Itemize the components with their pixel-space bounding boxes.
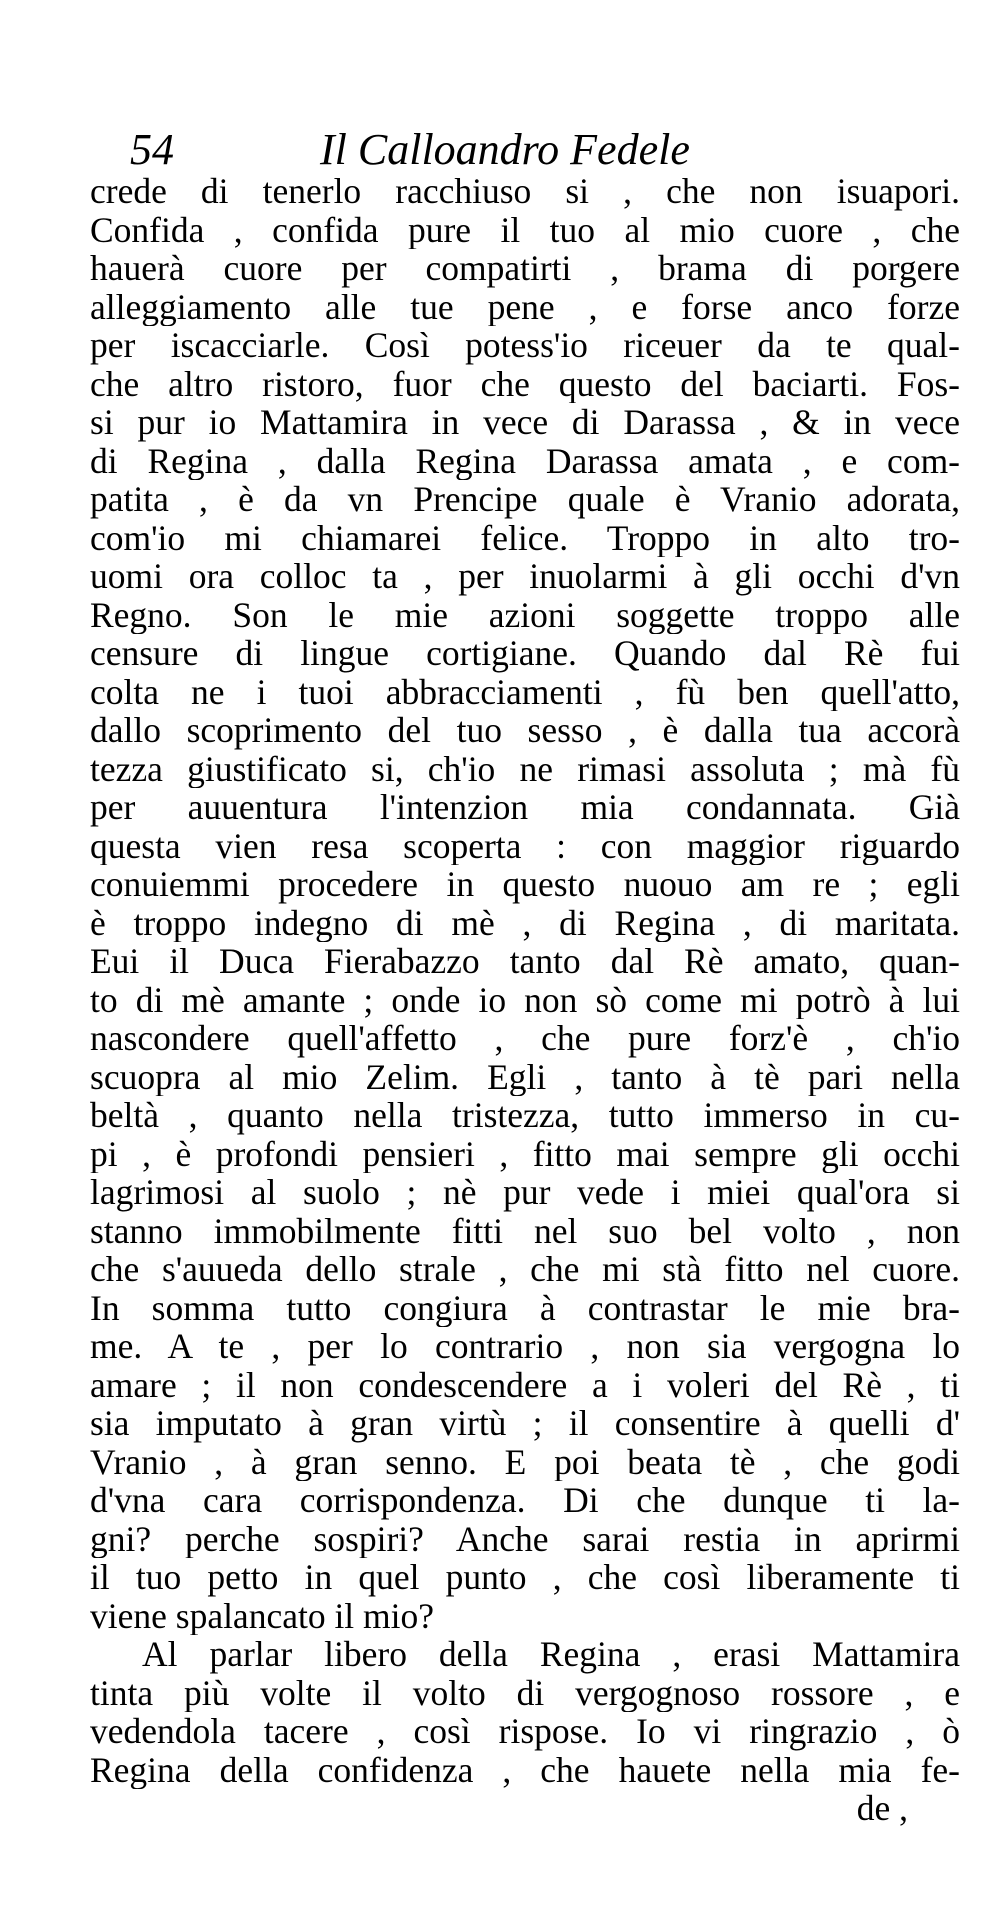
text-line: com'io mi chiamarei felice. Troppo in alto tro- <box>90 518 960 557</box>
text-line: beltà , quanto nella tristezza, tutto immerso in cu- <box>90 1096 960 1135</box>
text-line: sia imputato à gran virtù ; il consentire à quelli d' <box>90 1404 960 1443</box>
text-line: è troppo indegno di mè , di Regina , di maritata. <box>90 903 960 942</box>
text-line: vedendola tacere , così rispose. Io vi ringrazio , ò <box>90 1712 960 1751</box>
text-line: censure di lingue cortigiane. Quando dal Rè fui <box>90 634 960 673</box>
text-line: per auuentura l'intenzion mia condannata. Già <box>90 788 960 827</box>
text-line: il tuo petto in quel punto , che così liberamente ti <box>90 1558 960 1597</box>
text-line: Regina della confidenza , che hauete nella mia fe- <box>90 1750 960 1789</box>
text-line: conuiemmi procedere in questo nuouo am re ; egli <box>90 865 960 904</box>
text-line: amare ; il non condescendere a i voleri del Rè , ti <box>90 1365 960 1404</box>
text-line: Confida , confida pure il tuo al mio cuore , che <box>90 210 960 249</box>
text-line: tezza giustificato si, ch'io ne rimasi assoluta ; mà fù <box>90 749 960 788</box>
text-line: viene spalancato il mio? <box>90 1596 435 1635</box>
text-line: colta ne i tuoi abbracciamenti , fù ben quell'atto, <box>90 672 960 711</box>
text-line: In somma tutto congiura à contrastar le mie bra- <box>90 1288 960 1327</box>
text-line: stanno immobilmente fitti nel suo bel volto , non <box>90 1211 960 1250</box>
text-line: di Regina , dalla Regina Darassa amata , e com- <box>90 441 960 480</box>
text-line: nascondere quell'affetto , che pure forz'è , ch'io <box>90 1019 960 1058</box>
text-line: Al parlar libero della Regina , erasi Mattamira <box>142 1635 960 1674</box>
text-line: scuopra al mio Zelim. Egli , tanto à tè pari nella <box>90 1057 960 1096</box>
text-line: hauerà cuore per compatirti , brama di porgere <box>90 249 960 288</box>
text-line: questa vien resa scoperta : con maggior riguardo <box>90 826 960 865</box>
text-line: Regno. Son le mie azioni soggette troppo alle <box>90 595 960 634</box>
text-line: me. A te , per lo contrario , non sia vergogna lo <box>90 1327 960 1366</box>
text-line: dallo scoprimento del tuo sesso , è dalla tua accorà <box>90 711 960 750</box>
text-line: crede di tenerlo racchiuso si , che non isuapori. <box>90 172 960 211</box>
text-line: che s'auueda dello strale , che mi stà fitto nel cuore. <box>90 1250 960 1289</box>
text-line: de , <box>856 1789 908 1828</box>
body-text <box>90 172 960 1828</box>
running-title: Il Calloandro Fedele <box>320 125 690 174</box>
page-number: 54 <box>130 125 174 174</box>
text-line: gni? perche sospiri? Anche sarai restia in aprirmi <box>90 1519 960 1558</box>
text-line: Eui il Duca Fierabazzo tanto dal Rè amato, quan- <box>90 942 960 981</box>
text-line: uomi ora colloc ta , per inuolarmi à gli occhi d'vn <box>90 557 960 596</box>
text-line: tinta più volte il volto di vergognoso rossore , e <box>90 1673 960 1712</box>
text-line: si pur io Mattamira in vece di Darassa , & in vece <box>90 403 960 442</box>
text-line: d'vna cara corrispondenza. Di che dunque ti la- <box>90 1481 960 1520</box>
page-header <box>130 120 770 180</box>
text-line: patita , è da vn Prencipe quale è Vranio adorata, <box>90 480 960 519</box>
text-line: to di mè amante ; onde io non sò come mi potrò à lui <box>90 980 960 1019</box>
text-line: alleggiamento alle tue pene , e forse anco forze <box>90 287 960 326</box>
text-line: Vranio , à gran senno. E poi beata tè , che godi <box>90 1442 960 1481</box>
text-line: per iscacciarle. Così potess'io riceuer da te qual- <box>90 326 960 365</box>
text-line: pi , è profondi pensieri , fitto mai sempre gli occhi <box>90 1134 960 1173</box>
text-line: che altro ristoro, fuor che questo del baciarti. Fos- <box>90 364 960 403</box>
text-line: lagrimosi al suolo ; nè pur vede i miei qual'ora si <box>90 1173 960 1212</box>
